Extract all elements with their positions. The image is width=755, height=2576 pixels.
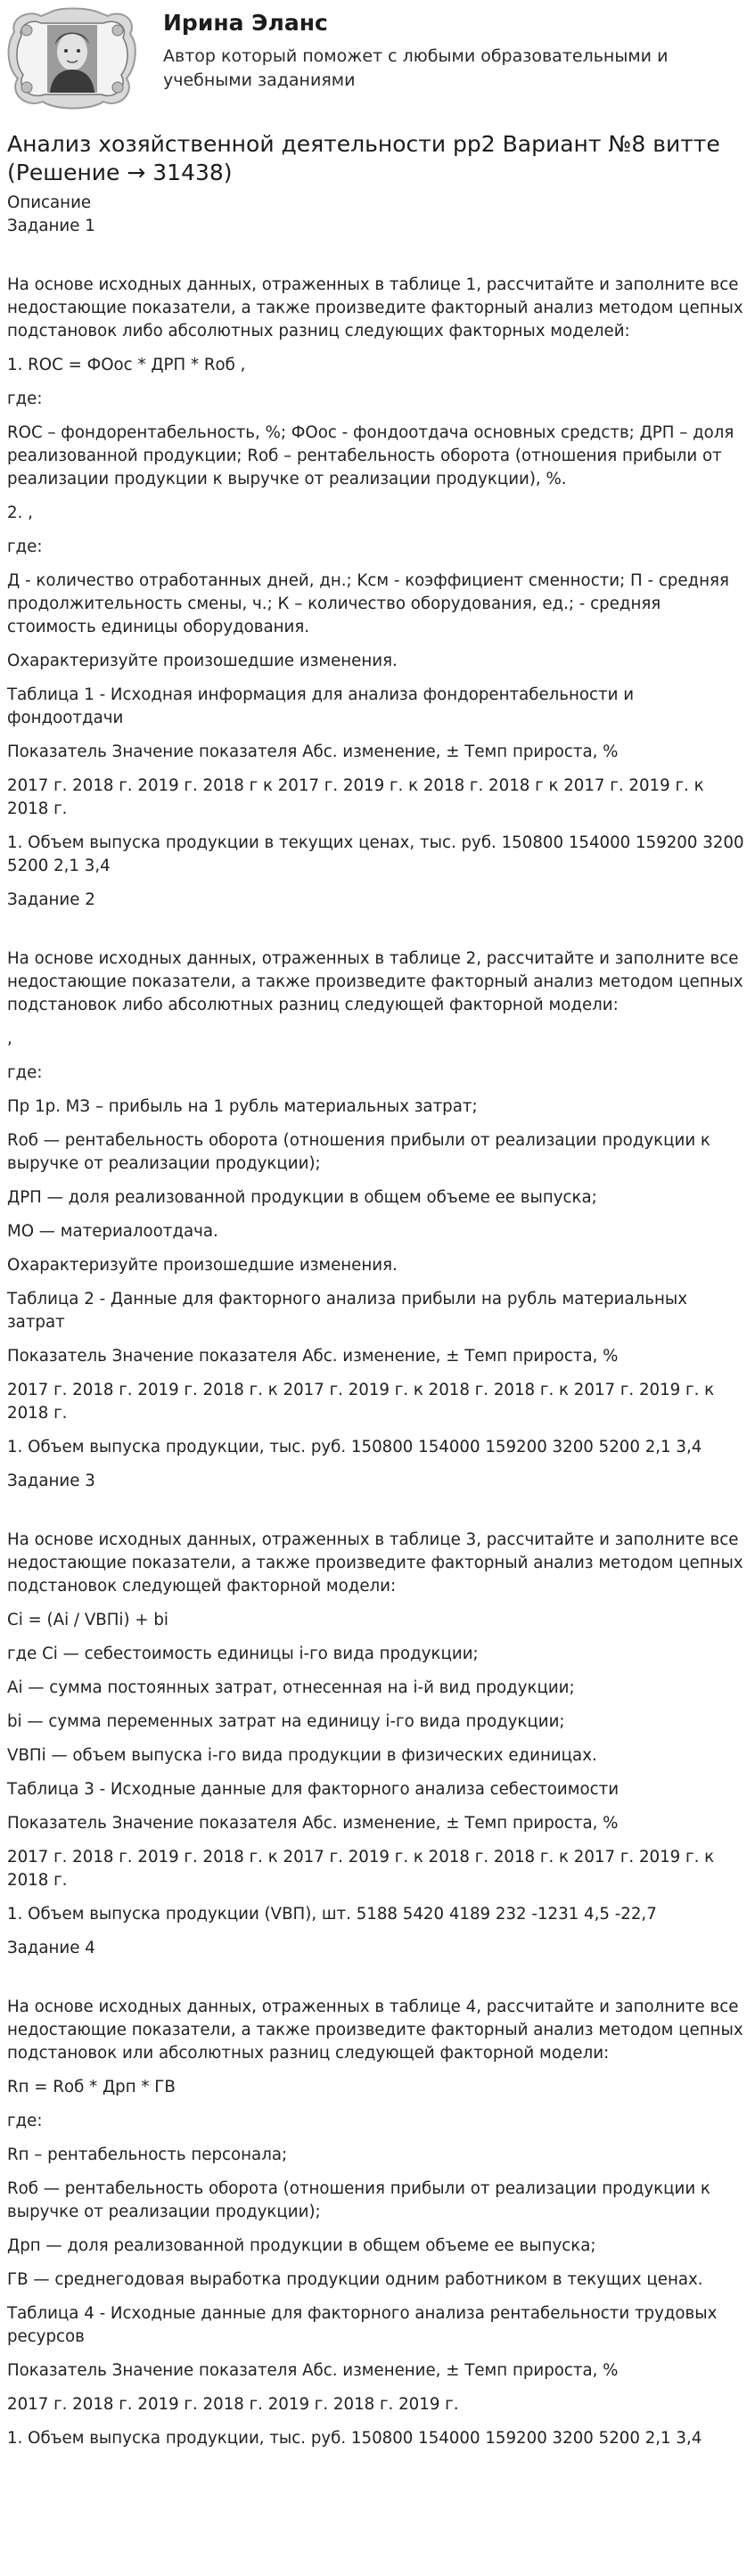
task2-formula: , xyxy=(7,1030,12,1048)
table2-header: Показатель Значение показателя Абс. изменение, ± Темп прироста, % xyxy=(7,1347,619,1366)
task1-formula2: 2. , xyxy=(7,504,33,522)
task4-where: где: xyxy=(7,2112,43,2130)
table2-row: 1. Объем выпуска продукции, тыс. руб. 150800 154000 159200 3200 5200 2,1 3,4 xyxy=(7,1438,702,1456)
page-title: Анализ хозяйственной деятельности рр2 Вариант №8 витте (Решение → 31438) xyxy=(7,131,720,185)
author-name[interactable]: Ирина Эланс xyxy=(163,10,328,36)
avatar-image xyxy=(5,5,139,112)
author-description: Автор который поможет с любыми образовательными и учебными заданиями xyxy=(163,46,669,90)
table4-header: Показатель Значение показателя Абс. изменение, ± Темп прироста, % xyxy=(7,2361,619,2380)
task4-definition4: ГВ — среднегодовая выработка продукции одним работником в текущих ценах. xyxy=(7,2270,703,2289)
task4-intro: На основе исходных данных, отраженных в таблице 4, рассчитайте и заполните все недостающие показатели, а также произведите факторный анализ методом цепных подстановок или абсолютных разниц следующей факторной модели: xyxy=(7,1998,743,2063)
table2-years: 2017 г. 2018 г. 2019 г. 2018 г. к 2017 г. 2019 г. к 2018 г. 2018 г. к 2017 г. 2019 г. к 2018 г. xyxy=(7,1381,715,1423)
task1-intro: На основе исходных данных, отраженных в таблице 1, рассчитайте и заполните все недостающие показатели, а также произведите факторный анализ методом цепных подстановок либо абсолютных разниц следующих факторных моделей: xyxy=(7,275,743,340)
task2-definition2: Rоб — рентабельность оборота (отношения прибыли от реализации продукции к выручке от реализации продукции); xyxy=(7,1131,710,1173)
task4-definition1: Rп – рентабельность персонала; xyxy=(7,2145,288,2164)
author-avatar[interactable] xyxy=(5,5,139,112)
task2-intro: На основе исходных данных, отраженных в таблице 2, рассчитайте и заполните все недостающие показатели, а также произведите факторный анализ методом цепных подстановок либо абсолютных разниц следующей факторной модели: xyxy=(7,949,743,1014)
table1-title: Таблица 1 - Исходная информация для анализа фондорентабельности и фондоотдачи xyxy=(7,685,635,727)
task4-definition2: Rоб — рентабельность оборота (отношения прибыли от реализации продукции к выручке от реализации продукции); xyxy=(7,2179,710,2221)
task1-definition2: Д - количество отработанных дней, дн.; Kсм - коэффициент сменности; П - средняя продолжительность смены, ч.; К – количество оборудования, ед.; - средняя стоимость единицы оборудования. xyxy=(7,571,729,636)
description-label: Описание xyxy=(7,193,92,212)
task1-heading: Задание 1 xyxy=(7,217,95,235)
task2-definition4: МО — материалоотдача. xyxy=(7,1222,218,1241)
task4-formula: Rп = Rоб * Дрп * ГВ xyxy=(7,2078,176,2096)
task2-heading: Задание 2 xyxy=(7,890,95,909)
task4-definition3: Дрп — доля реализованной продукции в общем объеме ее выпуска; xyxy=(7,2236,596,2255)
table4-title: Таблица 4 - Исходные данные для факторного анализа рентабельности трудовых ресурсов xyxy=(7,2304,718,2346)
task2-note: Охарактеризуйте произошедшие изменения. xyxy=(7,1256,398,1275)
document-body xyxy=(7,192,749,2461)
table4-row: 1. Объем выпуска продукции, тыс. руб. 150800 154000 159200 3200 5200 2,1 3,4 xyxy=(7,2429,702,2448)
table3-years: 2017 г. 2018 г. 2019 г. 2018 г. к 2017 г. 2019 г. к 2018 г. 2018 г. к 2017 г. 2019 г. к 2018 г. xyxy=(7,1848,715,1890)
task3-formula: Ci = (Ai / VВПi) + bi xyxy=(7,1611,168,1629)
table1-header: Показатель Значение показателя Абс. изменение, ± Темп прироста, % xyxy=(7,742,619,761)
task1-where1: где: xyxy=(7,390,43,408)
task2-where: где: xyxy=(7,1063,43,1082)
table2-title: Таблица 2 - Данные для факторного анализа прибыли на рубль материальных затрат xyxy=(7,1290,688,1332)
task2-definition3: ДРП — доля реализованной продукции в общем объеме ее выпуска; xyxy=(7,1188,597,1207)
task1-note: Охарактеризуйте произошедшие изменения. xyxy=(7,652,398,670)
task4-heading: Задание 4 xyxy=(7,1939,95,1957)
table1-row: 1. Объем выпуска продукции в текущих ценах, тыс. руб. 150800 154000 159200 3200 5200 2,1 3,4 xyxy=(7,833,744,875)
task3-definition2: Ai — сумма постоянных затрат, отнесенная на i-й вид продукции; xyxy=(7,1678,575,1697)
table3-title: Таблица 3 - Исходные данные для факторного анализа себестоимости xyxy=(7,1780,620,1799)
author-card xyxy=(0,0,755,116)
table3-row: 1. Объем выпуска продукции (VВП), шт. 5188 5420 4189 232 -1231 4,5 -22,7 xyxy=(7,1905,657,1924)
task3-definition3: bi — сумма переменных затрат на единицу i-го вида продукции; xyxy=(7,1712,565,1731)
task1-where2: где: xyxy=(7,537,43,556)
task2-definition1: Пр 1р. МЗ – прибыль на 1 рубль материальных затрат; xyxy=(7,1097,478,1116)
task1-definition1: ROC – фондорентабельность, %; ФОос - фондоотдача основных средств; ДРП – доля реализованной продукции; Rоб – рентабельность оборота (отношения прибыли от реализации продукции к выручке от реализации продукции), %. xyxy=(7,423,734,488)
table4-years: 2017 г. 2018 г. 2019 г. 2018 г. 2019 г. 2018 г. 2019 г. xyxy=(7,2395,459,2414)
table3-header: Показатель Значение показателя Абс. изменение, ± Темп прироста, % xyxy=(7,1814,619,1833)
task1-formula1: 1. ROC = ФОос * ДРП * Rоб , xyxy=(7,356,246,374)
task3-definition1: где Ci — себестоимость единицы i-го вида продукции; xyxy=(7,1645,479,1663)
task3-definition4: VВПi — объем выпуска i-го вида продукции в физических единицах. xyxy=(7,1746,597,1765)
table1-years: 2017 г. 2018 г. 2019 г. 2018 г к 2017 г. 2019 г. к 2018 г. 2018 г к 2017 г. 2019 г. к 2018 г. xyxy=(7,776,704,818)
task3-heading: Задание 3 xyxy=(7,1472,95,1490)
task3-intro: На основе исходных данных, отраженных в таблице 3, рассчитайте и заполните все недостающие показатели, а также произведите факторный анализ методом цепных подстановок следующей факторной модели: xyxy=(7,1530,743,1596)
